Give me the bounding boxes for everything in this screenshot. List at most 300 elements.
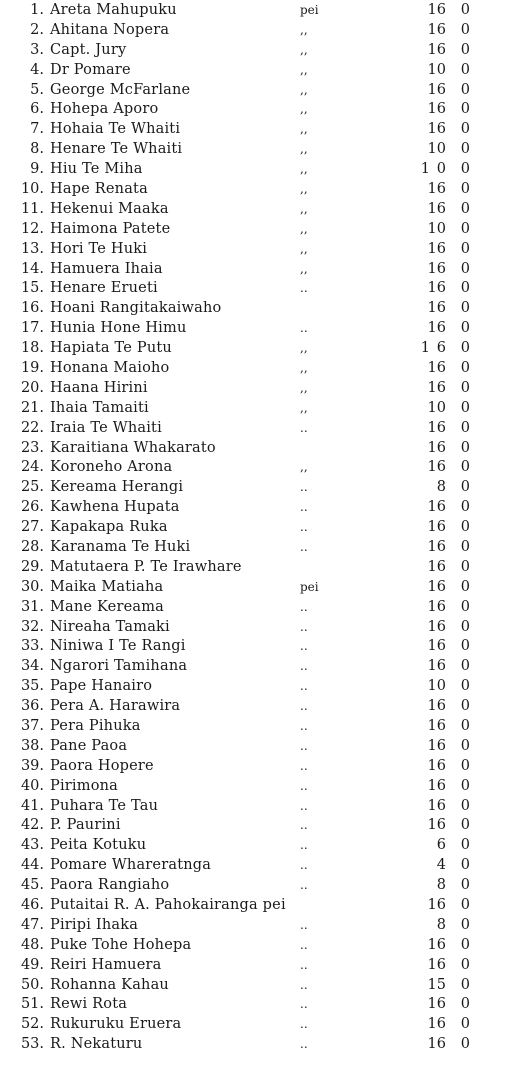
- entry-shillings: 16: [427, 777, 446, 794]
- entry-ditto-mark: ..: [300, 917, 308, 932]
- entry-name: Ihaia Tamaiti: [50, 399, 149, 416]
- entry-name: Hori Te Huki: [50, 240, 148, 257]
- entry-pence: 0: [460, 300, 470, 317]
- list-item: [0, 975, 512, 995]
- list-item: [0, 418, 512, 438]
- entry-number: 16.: [20, 300, 44, 317]
- entry-pence: 0: [460, 1, 470, 18]
- list-item: [0, 298, 512, 318]
- entry-shillings: 16: [427, 797, 446, 814]
- entry-number: 44.: [20, 856, 44, 873]
- entry-pence: 0: [460, 240, 470, 257]
- list-item: [0, 736, 512, 756]
- list-item: [0, 955, 512, 975]
- list-item: [0, 557, 512, 577]
- list-item: [0, 239, 512, 259]
- list-item: [0, 80, 512, 100]
- entry-number: 37.: [20, 717, 44, 734]
- entry-pence: 0: [460, 598, 470, 615]
- entry-ditto-mark: ..: [300, 321, 308, 336]
- entry-pence: 0: [460, 379, 470, 396]
- entry-ditto-mark: ..: [300, 599, 308, 614]
- entry-pence: 0: [460, 677, 470, 694]
- list-item: [0, 278, 512, 298]
- entry-ditto-mark: ,,: [300, 162, 308, 177]
- entry-pence: 0: [460, 41, 470, 58]
- entry-ditto-mark: ,,: [300, 341, 308, 356]
- list-item: [0, 517, 512, 537]
- entry-ditto-mark: pei: [300, 2, 319, 17]
- list-item: [0, 219, 512, 239]
- list-item: [0, 0, 512, 20]
- list-item: [0, 398, 512, 418]
- list-item: [0, 1014, 512, 1034]
- entry-pence: 0: [460, 856, 470, 873]
- entry-ditto-mark: ..: [300, 1017, 308, 1032]
- list-item: [0, 796, 512, 816]
- entry-shillings: 16: [427, 300, 446, 317]
- entry-shillings: 16: [427, 598, 446, 615]
- list-item: [0, 1034, 512, 1054]
- entry-ditto-mark: ..: [300, 500, 308, 515]
- entry-name: Henare Erueti: [50, 280, 158, 297]
- entry-shillings: 16: [427, 757, 446, 774]
- entry-name: P. Paurini: [50, 817, 121, 834]
- entry-number: 11.: [20, 200, 44, 217]
- entry-number: 42.: [20, 817, 44, 834]
- entry-number: 50.: [20, 976, 44, 993]
- entry-shillings: 16: [427, 419, 446, 436]
- entry-shillings: 16: [427, 658, 446, 675]
- entry-pence: 0: [460, 200, 470, 217]
- entry-name: Paora Rangiaho: [50, 876, 170, 893]
- entry-number: 30.: [20, 578, 44, 595]
- entry-pence: 0: [460, 140, 470, 157]
- entry-name: Pomare Whareratnga: [50, 856, 212, 873]
- entry-name: Pera Pihuka: [50, 717, 141, 734]
- entry-ditto-mark: ..: [300, 639, 308, 654]
- entry-number: 9.: [30, 160, 44, 177]
- list-item: [0, 875, 512, 895]
- list-item: [0, 378, 512, 398]
- entry-pence: 0: [460, 101, 470, 118]
- entry-ditto-mark: ..: [300, 778, 308, 793]
- entry-ditto-mark: ,,: [300, 142, 308, 157]
- entry-number: 15.: [20, 280, 44, 297]
- entry-shillings: 16: [427, 121, 446, 138]
- entry-shillings: 10: [427, 399, 446, 416]
- entry-shillings: 16: [427, 200, 446, 217]
- entry-name: Hohaia Te Whaiti: [50, 121, 181, 138]
- entry-name: Hapiata Te Putu: [50, 339, 172, 356]
- entry-pence: 0: [460, 339, 470, 356]
- entry-pence: 0: [460, 459, 470, 476]
- entry-name: Kereama Herangi: [50, 479, 184, 496]
- entry-shillings: 16: [427, 737, 446, 754]
- entry-number: 53.: [20, 1036, 44, 1052]
- entry-name: Haana Hirini: [50, 379, 148, 396]
- entry-ditto-mark: ..: [300, 758, 308, 773]
- entry-name: Putaitai R. A. Pahokairanga pei: [50, 896, 286, 913]
- entry-number: 12.: [20, 220, 44, 237]
- entry-pence: 0: [460, 797, 470, 814]
- entry-pence: 0: [460, 61, 470, 78]
- entry-shillings: 16: [427, 1016, 446, 1033]
- entry-shillings: 6: [436, 837, 446, 854]
- entry-number: 52.: [20, 1016, 44, 1033]
- entry-ditto-mark: ..: [300, 420, 308, 435]
- entry-pence: 0: [460, 837, 470, 854]
- entry-name: Pane Paoa: [50, 737, 128, 754]
- entry-number: 10.: [20, 180, 44, 197]
- entry-pence: 0: [460, 359, 470, 376]
- list-item: [0, 637, 512, 657]
- entry-pounds: 1: [420, 160, 430, 177]
- entry-shillings: 8: [436, 479, 446, 496]
- entry-pence: 0: [460, 518, 470, 535]
- entry-pounds: 1: [420, 339, 430, 356]
- entry-number: 2.: [30, 21, 44, 38]
- entry-pence: 0: [460, 578, 470, 595]
- entry-name: Karanama Te Huki: [50, 538, 191, 555]
- list-item: [0, 438, 512, 458]
- entry-pence: 0: [460, 81, 470, 98]
- entry-name: Paora Hopere: [50, 757, 154, 774]
- list-item: [0, 597, 512, 617]
- entry-ditto-mark: ,,: [300, 380, 308, 395]
- entry-number: 24.: [20, 459, 44, 476]
- entry-ditto-mark: ..: [300, 798, 308, 813]
- entry-number: 5.: [30, 81, 44, 98]
- entry-number: 47.: [20, 916, 44, 933]
- entry-name: Pirimona: [50, 777, 119, 794]
- entry-number: 27.: [20, 518, 44, 535]
- entry-pence: 0: [460, 280, 470, 297]
- list-item: [0, 537, 512, 557]
- list-item: [0, 617, 512, 637]
- entry-pence: 0: [460, 817, 470, 834]
- list-item: [0, 139, 512, 159]
- entry-number: 51.: [20, 996, 44, 1013]
- list-item: [0, 318, 512, 338]
- entry-ditto-mark: ..: [300, 619, 308, 634]
- entry-number: 20.: [20, 379, 44, 396]
- entry-shillings: 0: [436, 160, 446, 177]
- entry-name: Reiri Hamuera: [50, 956, 162, 973]
- entry-number: 17.: [20, 319, 44, 336]
- entry-name: Nireaha Tamaki: [50, 618, 170, 635]
- entry-shillings: 10: [427, 140, 446, 157]
- list-item: [0, 457, 512, 477]
- entry-name: Rewi Rota: [50, 996, 128, 1013]
- list-item: [0, 60, 512, 80]
- entry-name: George McFarlane: [50, 81, 191, 98]
- entry-name: Areta Mahupuku: [50, 1, 177, 18]
- entry-shillings: 16: [427, 180, 446, 197]
- entry-shillings: 16: [427, 260, 446, 277]
- entry-shillings: 10: [427, 61, 446, 78]
- entry-number: 45.: [20, 876, 44, 893]
- entry-name: Honana Maioho: [50, 359, 170, 376]
- entry-number: 7.: [30, 121, 44, 138]
- list-item: [0, 159, 512, 179]
- entry-shillings: 16: [427, 817, 446, 834]
- entry-shillings: 16: [427, 101, 446, 118]
- entry-ditto-mark: ,,: [300, 241, 308, 256]
- entry-shillings: 16: [427, 896, 446, 913]
- list-item: [0, 816, 512, 836]
- entry-ditto-mark: ..: [300, 659, 308, 674]
- entry-pence: 0: [460, 956, 470, 973]
- entry-ditto-mark: ,,: [300, 122, 308, 137]
- entry-pence: 0: [460, 876, 470, 893]
- entry-name: Dr Pomare: [50, 61, 131, 78]
- entry-pence: 0: [460, 896, 470, 913]
- entry-shillings: 16: [427, 459, 446, 476]
- entry-name: Puhara Te Tau: [50, 797, 159, 814]
- list-item: [0, 995, 512, 1015]
- entry-pence: 0: [460, 160, 470, 177]
- entry-name: Puke Tohe Hohepa: [50, 936, 192, 953]
- entry-shillings: 16: [427, 717, 446, 734]
- entry-number: 39.: [20, 757, 44, 774]
- entry-number: 49.: [20, 956, 44, 973]
- entry-pence: 0: [460, 479, 470, 496]
- entry-name: Hape Renata: [50, 180, 148, 197]
- list-item: [0, 40, 512, 60]
- entry-number: 18.: [20, 339, 44, 356]
- entry-number: 33.: [20, 638, 44, 655]
- entry-shillings: 16: [427, 638, 446, 655]
- list-item: [0, 358, 512, 378]
- entry-pence: 0: [460, 1016, 470, 1033]
- entry-name: Kawhena Hupata: [50, 498, 180, 515]
- entry-shillings: 16: [427, 936, 446, 953]
- entry-name: Rukuruku Eruera: [50, 1016, 182, 1033]
- entry-name: Ngarori Tamihana: [50, 658, 188, 675]
- entry-number: 32.: [20, 618, 44, 635]
- entry-ditto-mark: ..: [300, 1037, 308, 1052]
- entry-shillings: 16: [427, 518, 446, 535]
- entry-name: Peita Kotuku: [50, 837, 147, 854]
- entry-shillings: 16: [427, 697, 446, 714]
- entry-shillings: 10: [427, 220, 446, 237]
- entry-pence: 0: [460, 121, 470, 138]
- entry-ditto-mark: ..: [300, 997, 308, 1012]
- entry-name: Hohepa Aporo: [50, 101, 159, 118]
- entry-shillings: 4: [436, 856, 446, 873]
- list-item: [0, 696, 512, 716]
- entry-number: 26.: [20, 498, 44, 515]
- entry-number: 31.: [20, 598, 44, 615]
- entry-number: 25.: [20, 479, 44, 496]
- list-item: [0, 99, 512, 119]
- entry-shillings: 16: [427, 1036, 446, 1052]
- entry-name: Mane Kereama: [50, 598, 164, 615]
- entry-number: 43.: [20, 837, 44, 854]
- entry-pence: 0: [460, 180, 470, 197]
- entry-number: 19.: [20, 359, 44, 376]
- list-item: [0, 855, 512, 875]
- entry-ditto-mark: ,,: [300, 62, 308, 77]
- entry-number: 23.: [20, 439, 44, 456]
- list-item: [0, 477, 512, 497]
- list-item: [0, 338, 512, 358]
- entry-name: Pape Hanairo: [50, 677, 153, 694]
- entry-name: Haimona Patete: [50, 220, 171, 237]
- entry-shillings: 16: [427, 538, 446, 555]
- entry-pence: 0: [460, 777, 470, 794]
- entry-pence: 0: [460, 1036, 470, 1052]
- entry-name: Maika Matiaha: [50, 578, 164, 595]
- entry-ditto-mark: ..: [300, 480, 308, 495]
- entry-pence: 0: [460, 916, 470, 933]
- entry-number: 38.: [20, 737, 44, 754]
- entry-shillings: 16: [427, 578, 446, 595]
- entry-pence: 0: [460, 936, 470, 953]
- entry-pence: 0: [460, 658, 470, 675]
- entry-shillings: 16: [427, 439, 446, 456]
- entry-pence: 0: [460, 618, 470, 635]
- entry-name: Henare Te Whaiti: [50, 140, 183, 157]
- entry-name: Iraia Te Whaiti: [50, 419, 162, 436]
- list-item: [0, 20, 512, 40]
- entry-number: 40.: [20, 777, 44, 794]
- entry-ditto-mark: ..: [300, 738, 308, 753]
- entry-shillings: 6: [436, 339, 446, 356]
- list-item: [0, 179, 512, 199]
- entry-name: Pera A. Harawira: [50, 697, 181, 714]
- entry-name: Niniwa I Te Rangi: [50, 638, 186, 655]
- entry-number: 8.: [30, 140, 44, 157]
- entry-pence: 0: [460, 439, 470, 456]
- entry-ditto-mark: ..: [300, 679, 308, 694]
- entry-ditto-mark: ..: [300, 838, 308, 853]
- entry-ditto-mark: ,,: [300, 181, 308, 196]
- list-item: [0, 676, 512, 696]
- entry-pence: 0: [460, 976, 470, 993]
- entry-number: 35.: [20, 677, 44, 694]
- entry-ditto-mark: ,,: [300, 22, 308, 37]
- entry-number: 22.: [20, 419, 44, 436]
- entry-ditto-mark: ..: [300, 977, 308, 992]
- list-item: [0, 935, 512, 955]
- entry-shillings: 8: [436, 916, 446, 933]
- entry-number: 14.: [20, 260, 44, 277]
- entry-name: Piripi Ihaka: [50, 916, 139, 933]
- entry-number: 13.: [20, 240, 44, 257]
- entry-number: 3.: [30, 41, 44, 58]
- list-item: [0, 259, 512, 279]
- entry-number: 6.: [30, 101, 44, 118]
- entry-number: 41.: [20, 797, 44, 814]
- entry-ditto-mark: ,,: [300, 460, 308, 475]
- entry-name: Matutaera P. Te Irawhare: [50, 558, 242, 575]
- entry-number: 46.: [20, 896, 44, 913]
- entry-ditto-mark: ..: [300, 539, 308, 554]
- entry-shillings: 16: [427, 956, 446, 973]
- entry-name: Karaitiana Whakarato: [50, 439, 216, 456]
- entry-shillings: 16: [427, 280, 446, 297]
- entry-pence: 0: [460, 638, 470, 655]
- entry-ditto-mark: pei: [300, 579, 319, 594]
- entry-name: Kapakapa Ruka: [50, 518, 168, 535]
- entry-pence: 0: [460, 697, 470, 714]
- entry-ditto-mark: ..: [300, 699, 308, 714]
- entry-ditto-mark: ,,: [300, 261, 308, 276]
- list-item: [0, 776, 512, 796]
- entry-pence: 0: [460, 717, 470, 734]
- entry-shillings: 16: [427, 240, 446, 257]
- list-item: [0, 915, 512, 935]
- entry-shillings: 16: [427, 359, 446, 376]
- entry-ditto-mark: ,,: [300, 221, 308, 236]
- entry-number: 29.: [20, 558, 44, 575]
- entry-ditto-mark: ..: [300, 719, 308, 733]
- entry-pence: 0: [460, 260, 470, 277]
- entry-number: 36.: [20, 697, 44, 714]
- entry-ditto-mark: ,,: [300, 82, 308, 97]
- entry-shillings: 15: [427, 976, 446, 993]
- entry-shillings: 16: [427, 1, 446, 18]
- entry-shillings: 10: [427, 677, 446, 694]
- entry-name: Ahitana Nopera: [50, 21, 170, 38]
- entry-pence: 0: [460, 399, 470, 416]
- entry-name: Hunia Hone Himu: [50, 319, 187, 336]
- list-item: [0, 577, 512, 597]
- entry-ditto-mark: ,,: [300, 201, 308, 216]
- entry-shillings: 16: [427, 81, 446, 98]
- entry-name: Hekenui Maaka: [50, 200, 169, 217]
- entry-shillings: 16: [427, 379, 446, 396]
- entry-number: 28.: [20, 538, 44, 555]
- entry-number: 1.: [30, 1, 44, 18]
- entry-shillings: 16: [427, 41, 446, 58]
- entry-pence: 0: [460, 498, 470, 515]
- list-item: [0, 656, 512, 676]
- entry-name: Hiu Te Miha: [50, 160, 143, 177]
- entry-ditto-mark: ..: [300, 281, 308, 296]
- entry-name: Hamuera Ihaia: [50, 260, 163, 277]
- list-item: [0, 756, 512, 776]
- entry-number: 4.: [30, 61, 44, 78]
- entry-pence: 0: [460, 558, 470, 575]
- entry-pence: 0: [460, 757, 470, 774]
- entry-ditto-mark: ,,: [300, 400, 308, 415]
- list-item: [0, 497, 512, 517]
- list-item: [0, 716, 512, 736]
- entry-name: Koroneho Arona: [50, 459, 173, 476]
- entry-ditto-mark: ..: [300, 878, 308, 893]
- entry-name: Hoani Rangitakaiwaho: [50, 300, 222, 317]
- entry-ditto-mark: ..: [300, 957, 308, 972]
- entry-ditto-mark: ,,: [300, 42, 308, 57]
- entry-ditto-mark: ..: [300, 818, 308, 833]
- entry-number: 21.: [20, 399, 44, 416]
- entry-shillings: 16: [427, 996, 446, 1013]
- list-item: [0, 835, 512, 855]
- entry-shillings: 16: [427, 558, 446, 575]
- entry-number: 34.: [20, 658, 44, 675]
- entry-pence: 0: [460, 996, 470, 1013]
- entry-pence: 0: [460, 737, 470, 754]
- entry-name: Capt. Jury: [50, 41, 127, 58]
- entry-name: Rohanna Kahau: [50, 976, 169, 993]
- entry-ditto-mark: ,,: [300, 360, 308, 375]
- list-item: [0, 199, 512, 219]
- list-item: [0, 119, 512, 139]
- entry-number: 48.: [20, 936, 44, 953]
